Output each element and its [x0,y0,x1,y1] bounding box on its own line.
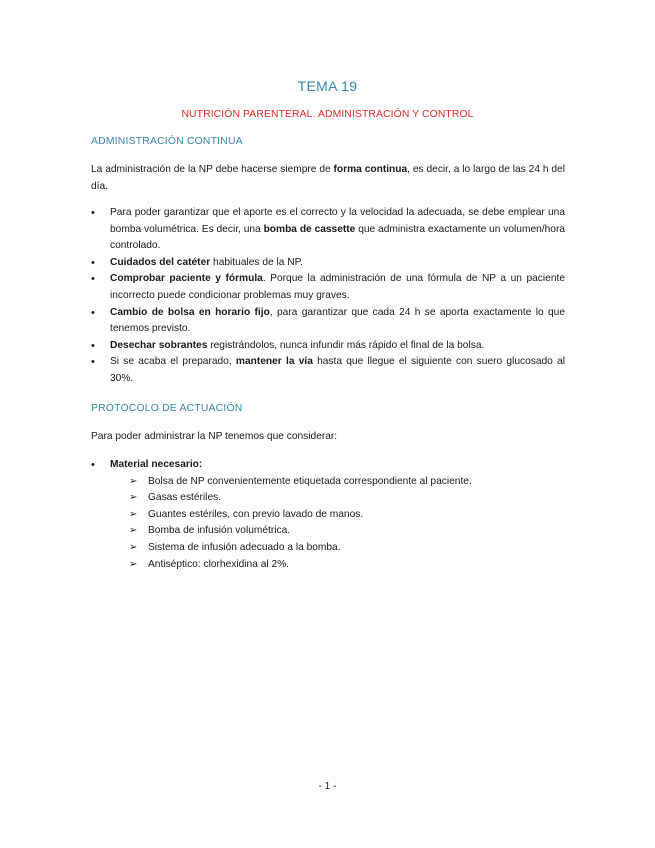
bullet-text-bold: bomba de cassette [263,223,356,235]
material-text: Antiséptico: clorhexidina al 2%. [148,558,290,570]
bullet-text-post: registrándolos, nunca infundir más rápido el final de la bolsa. [207,339,485,351]
bullet-item [91,354,565,387]
material-item [129,474,565,491]
arrow-bullet-icon: ➢ [129,558,138,570]
bullet-marker: • [91,256,95,269]
bullet-text-bold: Cuidados del catéter [110,256,211,268]
material-label: Material necesario: [110,459,203,470]
bullet-text-post: . Porque la administración de una fórmula de NP a un paciente incorrecto puede condicionar problemas muy graves. [110,273,565,301]
arrow-bullet-icon: ➢ [129,541,138,553]
document-subtitle: NUTRICIÓN PARENTERAL. ADMINISTRACIÓN Y CONTROL [181,109,474,120]
bullet-item [91,338,565,355]
bullet-marker: • [91,339,95,352]
bullet-text-bold: Comprobar paciente y fórmula [110,273,263,285]
bullet-text-post: hasta que llegue el siguiente con suero glucosado al 30%. [110,356,565,384]
section2-intro-paragraph: Para poder administrar la NP tenemos que considerar: [91,431,338,442]
document-title: TEMA 19 [297,78,358,94]
bullet-item [91,205,565,255]
arrow-bullet-icon: ➢ [129,508,138,520]
section-heading-protocolo-actuacion: PROTOCOLO DE ACTUACIÓN [91,403,243,414]
bullet-item-material [91,457,565,573]
bullet-marker: • [91,306,95,319]
arrow-bullet-icon: ➢ [129,492,138,504]
material-text: Guantes estériles, con previo lavado de manos. [148,508,364,520]
bullet-text-post: que administra exactamente un volumen/hora controlado. [110,223,566,252]
bullet-marker: • [91,356,95,369]
bullet-text-bold: mantener la vía [235,356,313,368]
intro-text-bold: forma continua [333,164,408,175]
bullet-text-post: habituales de la NP. [210,256,303,268]
material-text: Bolsa de NP convenientemente etiquetada correspondiente al paciente. [148,475,472,487]
bullet-text-bold: Desechar sobrantes [110,339,208,351]
material-item [129,540,565,557]
page-number: - 1 - [318,781,337,792]
section1-intro-paragraph [91,161,565,195]
bullet-text-pre: Para poder garantizar que el aporte es el correcto y la velocidad la adecuada, se debe emplear una bomba volumétrica. Es decir, una [110,207,565,235]
materials-list [110,474,565,574]
bullet-marker: • [91,207,95,219]
bullet-marker: • [91,459,95,471]
bullet-text-pre: Si se acaba el preparado, [110,356,236,368]
material-item [129,557,565,574]
material-text: Gasas estériles. [148,492,222,504]
material-item [129,523,565,540]
material-text: Sistema de infusión adecuado a la bomba. [148,541,341,553]
material-item [129,507,565,524]
section2-bullet-list [91,457,565,573]
bullet-item [91,271,565,304]
bullet-item [91,305,565,338]
material-item [129,490,565,507]
bullet-marker: • [91,273,95,286]
section-heading-administracion-continua: ADMINISTRACIÓN CONTINUA [91,136,243,147]
arrow-bullet-icon: ➢ [129,475,138,487]
material-text: Bomba de infusión volumétrica. [148,525,291,537]
bullet-text-bold: Cambio de bolsa en horario fijo [110,306,270,318]
bullet-text-post: , para garantizar que cada 24 h se aporta exactamente lo que tenemos previsto. [110,306,565,335]
intro-text-c: , es decir, a lo largo de las 24 h del día. [91,164,565,192]
bullet-item [91,255,565,272]
intro-text-a: La administración de la NP debe hacerse siempre de [91,164,334,175]
arrow-bullet-icon: ➢ [129,525,138,537]
section1-bullet-list [91,205,565,388]
